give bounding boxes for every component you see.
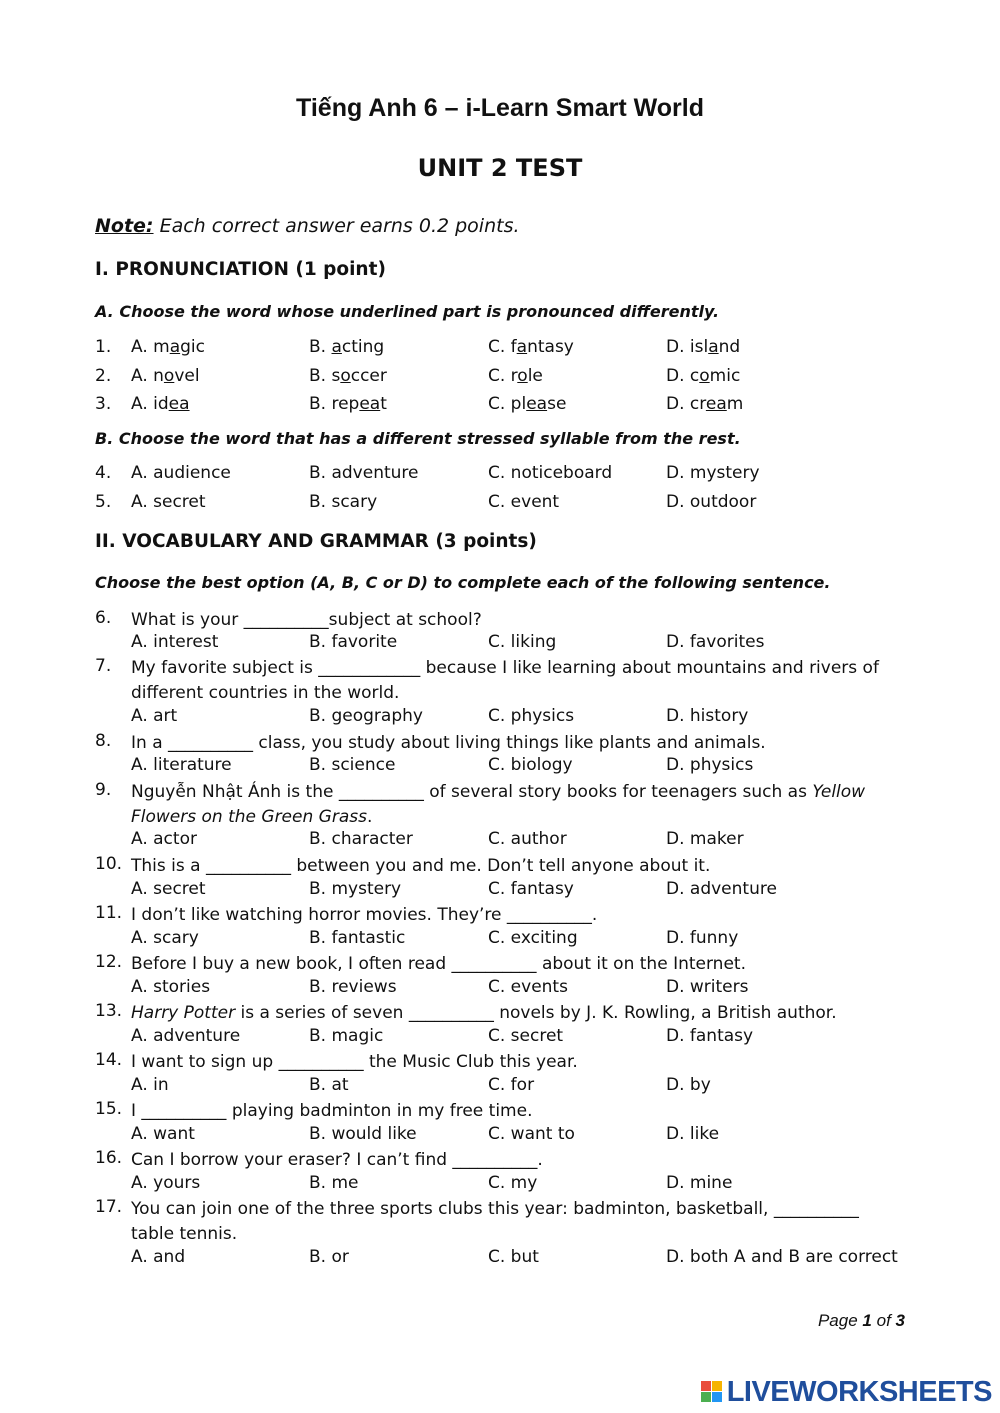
question-options: [95, 1173, 905, 1197]
pronunciation-item: [95, 366, 905, 390]
answer-option[interactable]: B. favorite: [309, 632, 398, 652]
answer-option[interactable]: A. want: [131, 1124, 195, 1144]
option-text-pre: B. adventure: [309, 463, 419, 483]
answer-option[interactable]: [309, 394, 387, 414]
option-text-pre: B. scary: [309, 492, 378, 512]
answer-option[interactable]: B. magic: [309, 1026, 384, 1046]
pronunciation-item: [95, 337, 905, 361]
item-number: 2.: [95, 366, 112, 386]
option-text-post: se: [547, 394, 567, 414]
answer-option[interactable]: C. author: [488, 829, 567, 849]
pronunciation-item: [95, 492, 905, 516]
underlined-part: a: [708, 337, 719, 357]
question-text-post: .: [366, 806, 373, 827]
question-text: What is your __________subject at school?: [131, 610, 482, 630]
page-number: 1: [862, 1311, 872, 1330]
option-text-pre: C. r: [488, 366, 518, 386]
answer-option[interactable]: [666, 463, 760, 483]
pronunciation-item: [95, 394, 905, 418]
underlined-part: a: [516, 337, 528, 357]
answer-option[interactable]: C. exciting: [488, 928, 578, 948]
answer-option[interactable]: B. me: [309, 1173, 359, 1193]
answer-option[interactable]: [309, 463, 419, 483]
answer-option[interactable]: [666, 394, 743, 414]
underlined-part: a: [331, 337, 342, 357]
answer-option[interactable]: C. want to: [488, 1124, 575, 1144]
answer-option[interactable]: C. events: [488, 977, 568, 997]
answer-option[interactable]: B. mystery: [309, 879, 402, 899]
answer-option[interactable]: B. character: [309, 829, 413, 849]
item-number: 4.: [95, 463, 112, 483]
option-text-pre: D. outdoor: [666, 492, 757, 512]
answer-option[interactable]: [309, 492, 377, 512]
question-options: [95, 1247, 905, 1271]
option-text-pre: A. n: [131, 366, 164, 386]
answer-option[interactable]: C. for: [488, 1075, 535, 1095]
question-text: [131, 780, 901, 829]
answer-option[interactable]: [666, 492, 756, 512]
answer-option[interactable]: A. scary: [131, 928, 199, 948]
answer-option[interactable]: A. literature: [131, 755, 232, 775]
underlined-part: ea: [168, 394, 190, 414]
section-vocabulary-heading: II. VOCABULARY AND GRAMMAR (3 points): [95, 531, 537, 552]
underlined-part: ea: [359, 394, 381, 414]
answer-option[interactable]: D. both A and B are correct: [666, 1247, 898, 1267]
question-options: [95, 632, 905, 656]
underlined-part: a: [169, 337, 181, 357]
section-pronunciation-heading: I. PRONUNCIATION (1 point): [95, 259, 386, 280]
vocabulary-instruction: Choose the best option (A, B, C or D) to complete each of the following sentence.: [95, 573, 831, 592]
question-text-italic: Yellow Flowers on the Green Grass: [131, 782, 866, 827]
answer-option[interactable]: [666, 337, 740, 357]
answer-option[interactable]: A. and: [131, 1247, 186, 1267]
answer-option[interactable]: D. adventure: [666, 879, 777, 899]
question-text: Can I borrow your eraser? I can’t find __________.: [131, 1150, 543, 1170]
answer-option[interactable]: B. at: [309, 1075, 349, 1095]
option-text-pre: C. pl: [488, 394, 527, 414]
question-text: I don’t like watching horror movies. They’re __________.: [131, 905, 598, 925]
page-word: Page: [817, 1311, 858, 1330]
question-options: [95, 977, 905, 1001]
question-number: 10.: [95, 854, 123, 874]
question-text: You can join one of the three sports clubs this year: badminton, basketball, __________ table tennis.: [131, 1199, 859, 1244]
question-options: [95, 755, 905, 779]
option-text-post: ntasy: [527, 337, 574, 357]
of-word: of: [876, 1311, 891, 1330]
question-number: 11.: [95, 903, 123, 923]
page-total: 3: [895, 1311, 905, 1330]
question-options: [95, 879, 905, 903]
answer-option[interactable]: C. liking: [488, 632, 557, 652]
option-text-post: gic: [180, 337, 205, 357]
underlined-part: ea: [705, 394, 727, 414]
answer-option[interactable]: A. secret: [131, 879, 206, 899]
question-text: Before I buy a new book, I often read __________ about it on the Internet.: [131, 954, 746, 974]
question-text: This is a __________ between you and me. Don’t tell anyone about it.: [131, 856, 711, 876]
answer-option[interactable]: [488, 337, 574, 357]
answer-option[interactable]: B. would like: [309, 1124, 417, 1144]
answer-option[interactable]: C. biology: [488, 755, 573, 775]
unit-title: UNIT 2 TEST: [417, 154, 583, 182]
question-number: 17.: [95, 1197, 123, 1217]
answer-option[interactable]: D. fantasy: [666, 1026, 754, 1046]
option-text-post: m: [726, 394, 744, 414]
answer-option[interactable]: C. my: [488, 1173, 538, 1193]
question-options: [95, 706, 905, 730]
answer-option[interactable]: B. reviews: [309, 977, 397, 997]
answer-option[interactable]: B. or: [309, 1247, 349, 1267]
item-number: 1.: [95, 337, 112, 357]
answer-option[interactable]: D. history: [666, 706, 749, 726]
pronunciation-part-b-instruction: B. Choose the word that has a different stressed syllable from the rest.: [95, 429, 741, 448]
pronunciation-item: [95, 463, 905, 487]
underlined-part: o: [340, 366, 351, 386]
answer-option[interactable]: D. funny: [666, 928, 739, 948]
answer-option[interactable]: C. secret: [488, 1026, 564, 1046]
answer-option[interactable]: C. but: [488, 1247, 539, 1267]
note-text: Each correct answer earns 0.2 points.: [159, 215, 520, 237]
answer-option[interactable]: A. interest: [131, 632, 219, 652]
answer-option[interactable]: D. by: [666, 1075, 711, 1095]
option-text-post: t: [380, 394, 387, 414]
option-text-post: le: [527, 366, 543, 386]
question-text-post: is a series of seven __________ novels by J. K. Rowling, a British author.: [235, 1003, 837, 1023]
option-text-post: vel: [174, 366, 200, 386]
option-text-pre: A. m: [131, 337, 170, 357]
question-text: My favorite subject is ____________ because I like learning about mountains and rivers of different countries in the world.: [131, 658, 879, 703]
brand-text: LIVEWORKSHEETS: [726, 1376, 992, 1408]
question-text-italic: Harry Potter: [131, 1003, 236, 1023]
option-text-post: mic: [709, 366, 741, 386]
question-options: [95, 1075, 905, 1099]
question-number: 12.: [95, 952, 123, 972]
option-text-pre: D. mystery: [666, 463, 760, 483]
answer-option[interactable]: A. stories: [131, 977, 211, 997]
option-text-pre: A. audience: [131, 463, 231, 483]
answer-option[interactable]: D. physics: [666, 755, 754, 775]
pronunciation-part-a-instruction: A. Choose the word whose underlined part is pronounced differently.: [95, 302, 720, 321]
liveworksheets-icon: [701, 1381, 723, 1403]
answer-option[interactable]: B. science: [309, 755, 396, 775]
question-number: 15.: [95, 1099, 123, 1119]
question-number: 6.: [95, 608, 112, 628]
answer-option[interactable]: [488, 463, 612, 483]
answer-option[interactable]: [666, 366, 740, 386]
liveworksheets-logo: [701, 1376, 992, 1409]
document-title: Tiếng Anh 6 – i-Learn Smart World: [296, 94, 704, 122]
underlined-part: o: [517, 366, 528, 386]
answer-option[interactable]: A. adventure: [131, 1026, 241, 1046]
option-text-pre: D. cr: [666, 394, 706, 414]
question-text-pre: Nguyễn Nhật Ánh is the __________ of several story books for teenagers such as: [131, 782, 813, 802]
question-number: 13.: [95, 1001, 123, 1021]
option-text-pre: B. s: [309, 366, 341, 386]
option-text-pre: D. c: [666, 366, 700, 386]
option-text-post: nd: [718, 337, 741, 357]
answer-option[interactable]: D. maker: [666, 829, 744, 849]
question-number: 14.: [95, 1050, 123, 1070]
question-number: 7.: [95, 656, 112, 676]
answer-option[interactable]: [488, 366, 543, 386]
question-options: [95, 829, 905, 853]
question-text: I want to sign up __________ the Music Club this year.: [131, 1052, 578, 1072]
option-text-pre: B.: [309, 337, 332, 357]
answer-option[interactable]: [131, 366, 200, 386]
option-text-pre: B. rep: [309, 394, 360, 414]
answer-option[interactable]: [131, 337, 205, 357]
question-text: In a __________ class, you study about living things like plants and animals.: [131, 733, 766, 753]
option-text-post: ccer: [350, 366, 387, 386]
question-options: [95, 928, 905, 952]
answer-option[interactable]: D. like: [666, 1124, 720, 1144]
question-number: 8.: [95, 731, 112, 751]
answer-option[interactable]: A. yours: [131, 1173, 201, 1193]
option-text-pre: C. noticeboard: [488, 463, 613, 483]
answer-option[interactable]: [488, 492, 559, 512]
question-options: [95, 1124, 905, 1148]
underlined-part: o: [163, 366, 175, 386]
option-text-pre: C. f: [488, 337, 517, 357]
page-indicator: [818, 1311, 905, 1331]
question-number: 16.: [95, 1148, 123, 1168]
answer-option[interactable]: A. actor: [131, 829, 197, 849]
answer-option[interactable]: [488, 394, 566, 414]
answer-option[interactable]: D. favorites: [666, 632, 765, 652]
answer-option[interactable]: B. geography: [309, 706, 423, 726]
question-number: 9.: [95, 780, 112, 800]
answer-option[interactable]: C. physics: [488, 706, 575, 726]
answer-option[interactable]: B. fantastic: [309, 928, 406, 948]
answer-option[interactable]: A. in: [131, 1075, 169, 1095]
underlined-part: ea: [526, 394, 548, 414]
answer-option[interactable]: [309, 366, 387, 386]
option-text-pre: A. id: [131, 394, 169, 414]
question-options: [95, 1026, 905, 1050]
item-number: 5.: [95, 492, 112, 512]
answer-option[interactable]: A. art: [131, 706, 178, 726]
option-text-post: cting: [341, 337, 385, 357]
option-text-pre: D. isl: [666, 337, 709, 357]
option-text-pre: A. secret: [131, 492, 206, 512]
answer-option[interactable]: [309, 337, 384, 357]
answer-option[interactable]: D. mine: [666, 1173, 733, 1193]
underlined-part: o: [699, 366, 710, 386]
answer-option[interactable]: C. fantasy: [488, 879, 574, 899]
answer-option[interactable]: [131, 394, 190, 414]
note-label: Note:: [95, 215, 154, 237]
option-text-pre: C. event: [488, 492, 560, 512]
note: [95, 215, 520, 237]
answer-option[interactable]: D. writers: [666, 977, 749, 997]
answer-option[interactable]: [131, 492, 206, 512]
answer-option[interactable]: [131, 463, 231, 483]
item-number: 3.: [95, 394, 112, 414]
question-text: I __________ playing badminton in my free time.: [131, 1101, 533, 1121]
question-text: [131, 1001, 901, 1026]
